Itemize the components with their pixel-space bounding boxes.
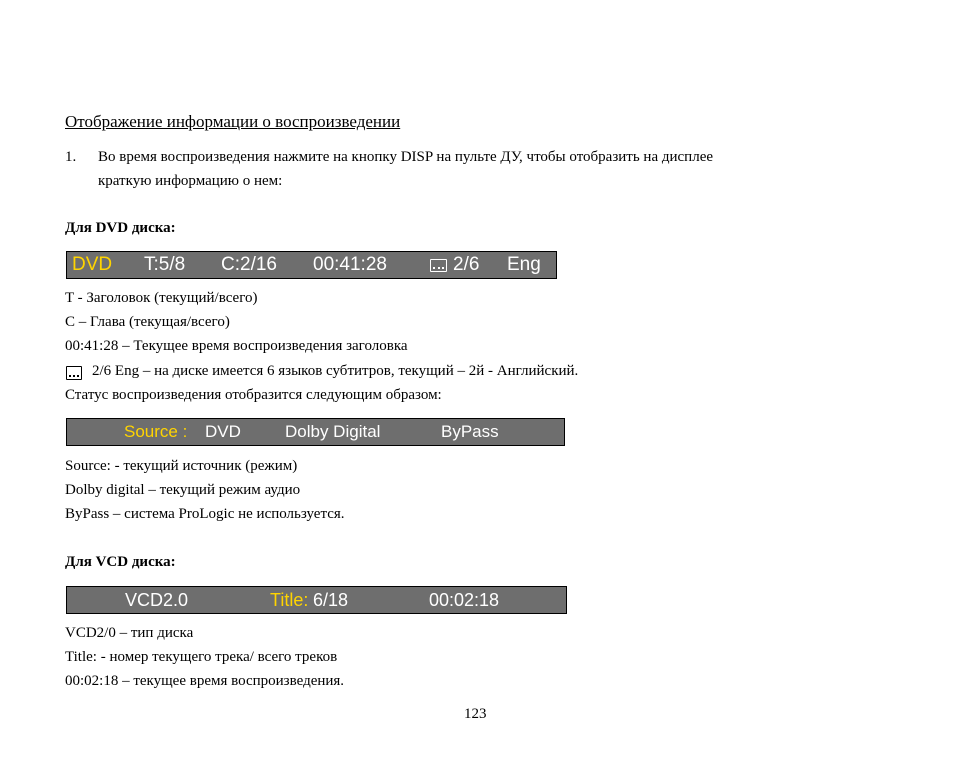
osd-source-label: Source : (124, 422, 188, 441)
status-legend-audio: Dolby digital – текущий режим аудио (65, 482, 301, 498)
dvd-legend-time: 00:41:28 – Текущее время воспроизведения заголовка (65, 338, 408, 354)
step-text-line2: краткую информацию о нем: (98, 173, 283, 189)
dvd-section-title: Для DVD диска: (65, 220, 176, 236)
vcd-osd-bar (66, 586, 567, 614)
osd-vcd-type: VCD2.0 (125, 590, 189, 610)
dvd-osd-bar (66, 251, 557, 279)
dvd-legend-title: T - Заголовок (текущий/всего) (65, 290, 258, 306)
subtitle-icon (430, 259, 447, 272)
status-legend-source: Source: - текущий источник (режим) (65, 458, 298, 474)
vcd-section-title: Для VCD диска: (65, 554, 176, 570)
osd-mode: DVD (72, 254, 113, 275)
osd-vcd-title-label: Title: (270, 590, 309, 610)
osd-source-value: DVD (205, 422, 241, 441)
section-heading: Отображение информации о воспроизведении (65, 112, 401, 131)
page-number: 123 (464, 706, 487, 722)
osd-vcd-title-value: 6/18 (313, 590, 349, 610)
step-text-line1: Во время воспроизведения нажмите на кнопку DISP на пульте ДУ, чтобы отобразить на дисплее (98, 149, 714, 165)
dvd-legend-subtitle: 2/6 Eng – на диске имеется 6 языков субтитров, текущий – 2й - Английский. (92, 363, 579, 379)
subtitle-icon (66, 366, 82, 380)
osd-title: T:5/8 (144, 254, 186, 275)
dvd-status-intro: Статус воспроизведения отобразится следующим образом: (65, 387, 442, 403)
status-osd-bar (66, 418, 565, 446)
osd-vcd-time: 00:02:18 (429, 590, 500, 610)
vcd-legend-type: VCD2/0 – тип диска (65, 625, 194, 641)
osd-bypass: ByPass (441, 422, 499, 441)
vcd-legend-time: 00:02:18 – текущее время воспроизведения. (65, 673, 345, 689)
osd-chapter: C:2/16 (221, 254, 277, 275)
osd-audio: Dolby Digital (285, 422, 381, 441)
osd-subtitle: 2/6 (453, 254, 480, 275)
step-number: 1. (65, 149, 77, 165)
osd-lang: Eng (507, 254, 541, 275)
status-legend-bypass: ByPass – система ProLogic не используется. (65, 506, 345, 522)
vcd-legend-title: Title: - номер текущего трека/ всего треков (65, 649, 338, 665)
subtitle-legend-icon-wrap (66, 366, 83, 380)
osd-time: 00:41:28 (313, 254, 387, 275)
dvd-legend-chapter: C – Глава (текущая/всего) (65, 314, 230, 330)
